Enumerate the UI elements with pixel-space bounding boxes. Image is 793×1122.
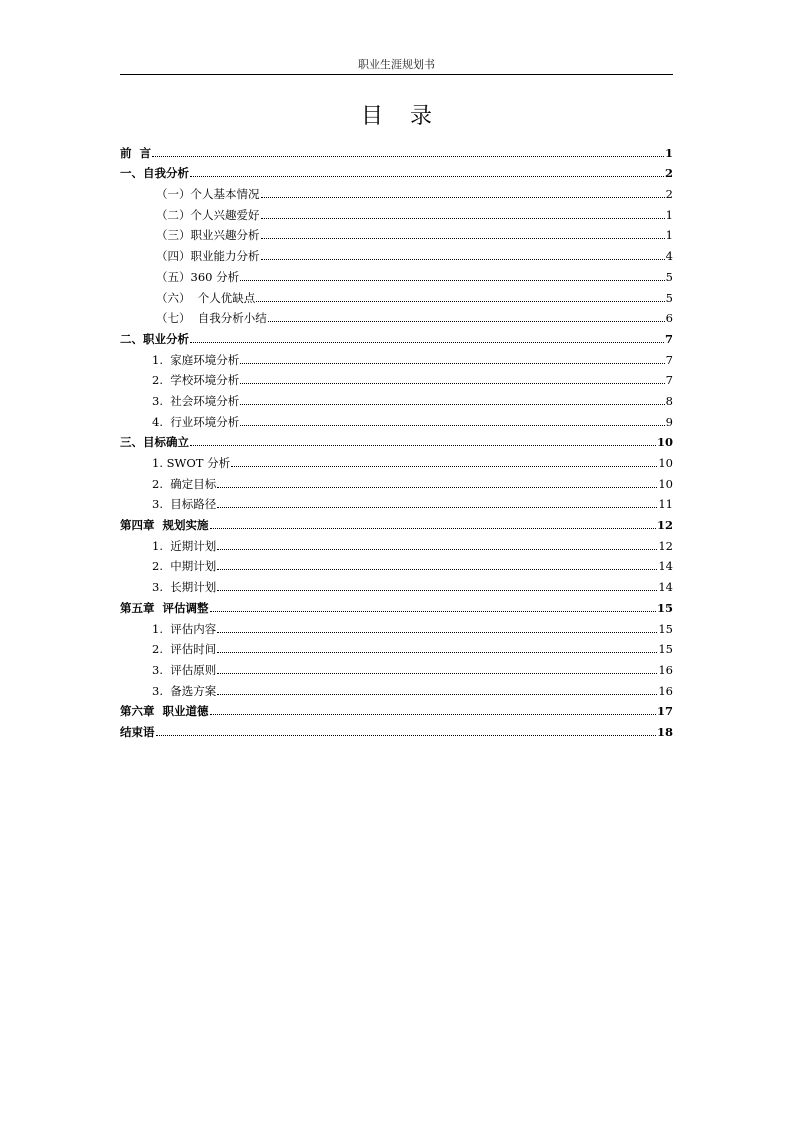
toc-page-number: 1 (665, 207, 673, 222)
toc-dot-leader (152, 156, 664, 157)
toc-dot-leader (217, 673, 657, 674)
toc-chapter-entry[interactable] (120, 718, 673, 739)
toc-section-entry[interactable] (120, 636, 673, 657)
toc-dot-leader (261, 218, 665, 219)
toc-entry-label: （五）360 分析 (156, 269, 240, 284)
toc-section-entry[interactable] (120, 367, 673, 388)
toc-page-number: 10 (656, 435, 673, 450)
toc-entry-label: 2. 评估时间 (152, 642, 217, 657)
toc-entry-label: 三、目标确立 (120, 435, 189, 450)
toc-entry-label: 2. 中期计划 (152, 559, 217, 574)
toc-page-number: 15 (658, 621, 673, 636)
toc-dot-leader (240, 383, 664, 384)
toc-entry-label: 一、自我分析 (120, 166, 189, 181)
toc-dot-leader (217, 569, 657, 570)
toc-entry-label: 1. 近期计划 (152, 538, 217, 553)
toc-section-entry[interactable] (120, 180, 673, 201)
toc-page-number: 15 (656, 600, 673, 615)
toc-entry-label: （二）个人兴趣爱好 (156, 207, 260, 222)
toc-page-number: 7 (665, 373, 673, 388)
toc-page-number: 14 (658, 559, 673, 574)
toc-entry-label: 2. 确定目标 (152, 476, 217, 491)
toc-section-entry[interactable] (120, 615, 673, 636)
toc-section-entry[interactable] (120, 449, 673, 470)
toc-dot-leader (210, 714, 656, 715)
toc-dot-leader (210, 611, 656, 612)
toc-entry-label: （六） 个人优缺点 (156, 290, 256, 305)
toc-dot-leader (217, 487, 657, 488)
toc-page-number: 4 (665, 249, 673, 264)
toc-page-number: 7 (664, 331, 673, 346)
toc-page-number: 12 (656, 518, 673, 533)
toc-dot-leader (256, 301, 664, 302)
toc-dot-leader (217, 549, 657, 550)
toc-page-number: 2 (665, 187, 673, 202)
toc-dot-leader (190, 342, 664, 343)
toc-page-number: 17 (656, 704, 673, 719)
toc-section-entry[interactable] (120, 573, 673, 594)
toc-dot-leader (261, 197, 665, 198)
toc-page-number: 5 (665, 269, 673, 284)
toc-section-entry[interactable] (120, 242, 673, 263)
toc-entry-label: 第五章 评估调整 (120, 600, 209, 615)
toc-section-entry[interactable] (120, 305, 673, 326)
toc-entry-label: （一）个人基本情况 (156, 187, 260, 202)
toc-page-number: 5 (665, 290, 673, 305)
toc-section-entry[interactable] (120, 284, 673, 305)
toc-dot-leader (261, 238, 665, 239)
toc-dot-leader (240, 404, 664, 405)
toc-dot-leader (217, 652, 657, 653)
toc-page-number: 2 (664, 166, 673, 181)
toc-page-number: 8 (665, 393, 673, 408)
toc-chapter-entry[interactable] (120, 429, 673, 450)
toc-entry-label: 3. 目标路径 (152, 497, 217, 512)
toc-section-entry[interactable] (120, 677, 673, 698)
toc-section-entry[interactable] (120, 656, 673, 677)
toc-dot-leader (210, 528, 656, 529)
toc-dot-leader (190, 445, 656, 446)
toc-section-entry[interactable] (120, 346, 673, 367)
toc-section-entry[interactable] (120, 470, 673, 491)
toc-dot-leader (240, 363, 664, 364)
toc-entry-label: 结束语 (120, 724, 155, 739)
toc-chapter-entry[interactable] (120, 160, 673, 181)
toc-chapter-entry[interactable] (120, 325, 673, 346)
toc-entry-label: 第四章 规划实施 (120, 518, 209, 533)
toc-page-number: 1 (664, 145, 673, 160)
toc-page-number: 16 (658, 662, 673, 677)
toc-entry-label: 第六章 职业道德 (120, 704, 209, 719)
toc-page-number: 10 (658, 476, 673, 491)
toc-section-entry[interactable] (120, 491, 673, 512)
toc-section-entry[interactable] (120, 553, 673, 574)
toc-page-number: 11 (658, 497, 673, 512)
toc-section-entry[interactable] (120, 201, 673, 222)
toc-page-number: 12 (658, 538, 673, 553)
toc-page-number: 10 (658, 456, 673, 470)
toc-page-number: 16 (658, 683, 673, 698)
toc-chapter-entry[interactable] (120, 511, 673, 532)
toc-section-entry[interactable] (120, 408, 673, 429)
header-rule (120, 74, 673, 75)
toc-entry-label: 1. 家庭环境分析 (152, 352, 240, 367)
toc-chapter-entry[interactable] (120, 139, 673, 160)
toc-section-entry[interactable] (120, 263, 673, 284)
toc-section-entry[interactable] (120, 532, 673, 553)
toc-entry-label: 4. 行业环境分析 (152, 414, 240, 429)
toc-entry-label: 3. 长期计划 (152, 580, 217, 595)
toc-entry-label: 2. 学校环境分析 (152, 373, 240, 388)
running-header-title: 职业生涯规划书 (358, 58, 435, 71)
toc-dot-leader (240, 425, 664, 426)
toc-chapter-entry[interactable] (120, 698, 673, 719)
toc-dot-leader (217, 632, 657, 633)
toc-entry-label: 3. 备选方案 (152, 683, 217, 698)
toc-entry-label: 二、职业分析 (120, 331, 189, 346)
toc-entry-label: （七） 自我分析小结 (156, 311, 267, 326)
toc-entry-label: 1. SWOT 分析 (152, 456, 231, 470)
toc-entry-label: 3. 评估原则 (152, 662, 217, 677)
toc-page-number: 6 (665, 311, 673, 326)
toc-dot-leader (217, 694, 657, 695)
toc-entry-label: 3. 社会环境分析 (152, 393, 240, 408)
toc-chapter-entry[interactable] (120, 594, 673, 615)
toc-page-number: 7 (665, 352, 673, 367)
toc-page-number: 14 (658, 580, 673, 595)
toc-dot-leader (268, 321, 665, 322)
toc-page-number: 18 (656, 724, 673, 739)
toc-title: 目 录 (361, 104, 442, 129)
toc-section-entry[interactable] (120, 222, 673, 243)
toc-entry-label: 1. 评估内容 (152, 621, 217, 636)
toc-dot-leader (261, 259, 665, 260)
toc-dot-leader (190, 176, 664, 177)
toc-dot-leader (217, 590, 657, 591)
toc-page-number: 1 (665, 228, 673, 243)
toc-dot-leader (240, 280, 665, 281)
toc-entry-label: 前 言 (120, 145, 152, 160)
toc-entry-label: （四）职业能力分析 (156, 249, 260, 264)
toc-dot-leader (231, 466, 657, 467)
toc-section-entry[interactable] (120, 387, 673, 408)
toc-page-number: 15 (658, 642, 673, 657)
toc-entry-label: （三）职业兴趣分析 (156, 228, 260, 243)
toc-list (120, 139, 673, 739)
toc-dot-leader (156, 735, 656, 736)
toc-page-number: 9 (665, 414, 673, 429)
toc-dot-leader (217, 507, 657, 508)
